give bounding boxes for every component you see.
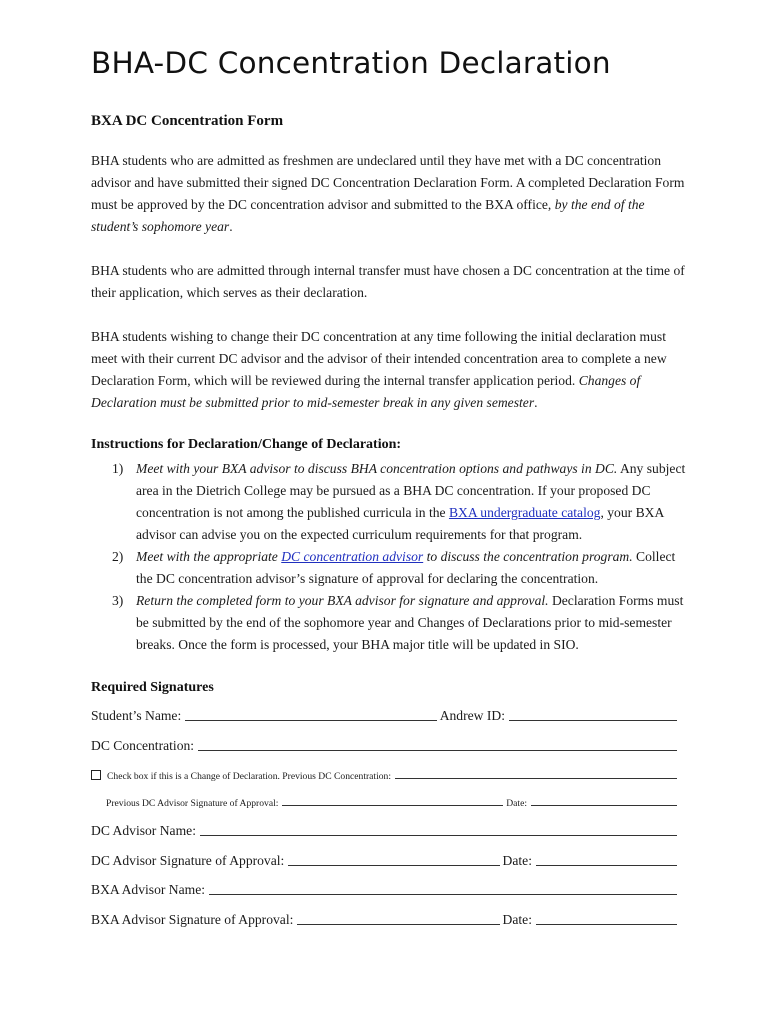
bxa-advisor-date-label: Date: — [502, 912, 532, 927]
dc-concentration-label: DC Concentration: — [91, 738, 195, 753]
previous-advisor-date-label: Date: — [506, 798, 527, 809]
dc-advisor-sig-row — [91, 853, 680, 869]
instruction-item: 2) Meet with the appropriate DC concentration advisor to discuss the concentration program. Collect the DC concentration advisor’s signature of approval for declaring the concentration. — [112, 549, 676, 586]
bxa-advisor-date-field[interactable] — [536, 923, 677, 925]
paragraph-transfer: BHA students who are admitted through internal transfer must have chosen a DC concentration at the time of their application, which serves as their declaration. — [91, 263, 685, 300]
instruction-item: 1) Meet with your BXA advisor to discuss BHA concentration options and pathways in DC. Any subject area in the Dietrich College may be pursued as a BHA DC concentration. If your proposed DC concentration is not among the published curricula in the BXA undergraduate catalog, your BXA advisor can advise you on the expected curriculum requirements for that program. — [112, 461, 686, 542]
dc-advisor-sig-field[interactable] — [288, 864, 499, 866]
bxa-advisor-sig-field[interactable] — [297, 923, 499, 925]
form-heading: BXA DC Concentration Form — [91, 113, 284, 129]
dc-advisor-link[interactable]: DC concentration advisor — [281, 549, 424, 564]
dc-advisor-name-field[interactable] — [200, 834, 677, 836]
instructions-list — [91, 458, 691, 656]
previous-advisor-date-field[interactable] — [531, 804, 677, 806]
student-name-row — [91, 708, 680, 724]
andrew-id-label: Andrew ID: — [439, 708, 505, 723]
page-title: BHA-DC Concentration Declaration — [91, 46, 611, 80]
change-declaration-label: Check box if this is a Change of Declaration. Previous DC Concentration: — [107, 771, 392, 782]
student-name-field[interactable] — [185, 719, 436, 721]
bxa-advisor-name-row — [91, 882, 680, 898]
paragraph-change: BHA students wishing to change their DC concentration at any time following the initial declaration must meet with their current DC advisor and the advisor of their intended concentration area to complete a new Declaration Form, which will be reviewed during the internal transfer application period. Changes of Declaration must be submitted prior to mid-semester break in any given semester. — [91, 329, 667, 410]
dc-advisor-date-field[interactable] — [536, 864, 677, 866]
bxa-advisor-sig-label: BXA Advisor Signature of Approval: — [91, 912, 294, 927]
change-declaration-row — [91, 770, 680, 782]
dc-advisor-date-label: Date: — [502, 853, 532, 868]
bxa-advisor-sig-row — [91, 912, 680, 928]
paragraph-freshmen: BHA students who are admitted as freshmen are undeclared until they have met with a DC concentration advisor and have submitted their signed DC Concentration Declaration Form. A completed Declaration Form must be approved by the DC concentration advisor and submitted to the BXA office, by the end of the student’s sophomore year. — [91, 153, 685, 234]
previous-advisor-sig-field[interactable] — [282, 804, 503, 806]
instruction-item: 3) Return the completed form to your BXA advisor for signature and approval. Declaration Forms must be submitted by the end of the sophomore year and Changes of Declarations prior to mid-semester breaks. Once the form is processed, your BHA major title will be updated in SIO. — [112, 593, 684, 652]
student-name-label: Student’s Name: — [91, 708, 182, 723]
dc-concentration-field[interactable] — [198, 749, 677, 751]
dc-advisor-sig-label: DC Advisor Signature of Approval: — [91, 853, 285, 868]
previous-advisor-sig-label: Previous DC Advisor Signature of Approval: — [106, 798, 279, 809]
bxa-advisor-name-label: BXA Advisor Name: — [91, 882, 206, 897]
instructions-heading: Instructions for Declaration/Change of Declaration: — [91, 437, 402, 452]
bxa-advisor-name-field[interactable] — [209, 893, 677, 895]
dc-advisor-name-label: DC Advisor Name: — [91, 823, 196, 838]
signatures-heading: Required Signatures — [91, 680, 214, 695]
dc-concentration-row — [91, 738, 680, 754]
previous-advisor-row — [106, 798, 680, 809]
previous-concentration-field[interactable] — [395, 777, 677, 779]
andrew-id-field[interactable] — [509, 719, 677, 721]
dc-advisor-name-row — [91, 823, 680, 839]
bxa-catalog-link[interactable]: BXA undergraduate catalog — [448, 505, 601, 520]
change-declaration-checkbox[interactable] — [91, 770, 101, 780]
